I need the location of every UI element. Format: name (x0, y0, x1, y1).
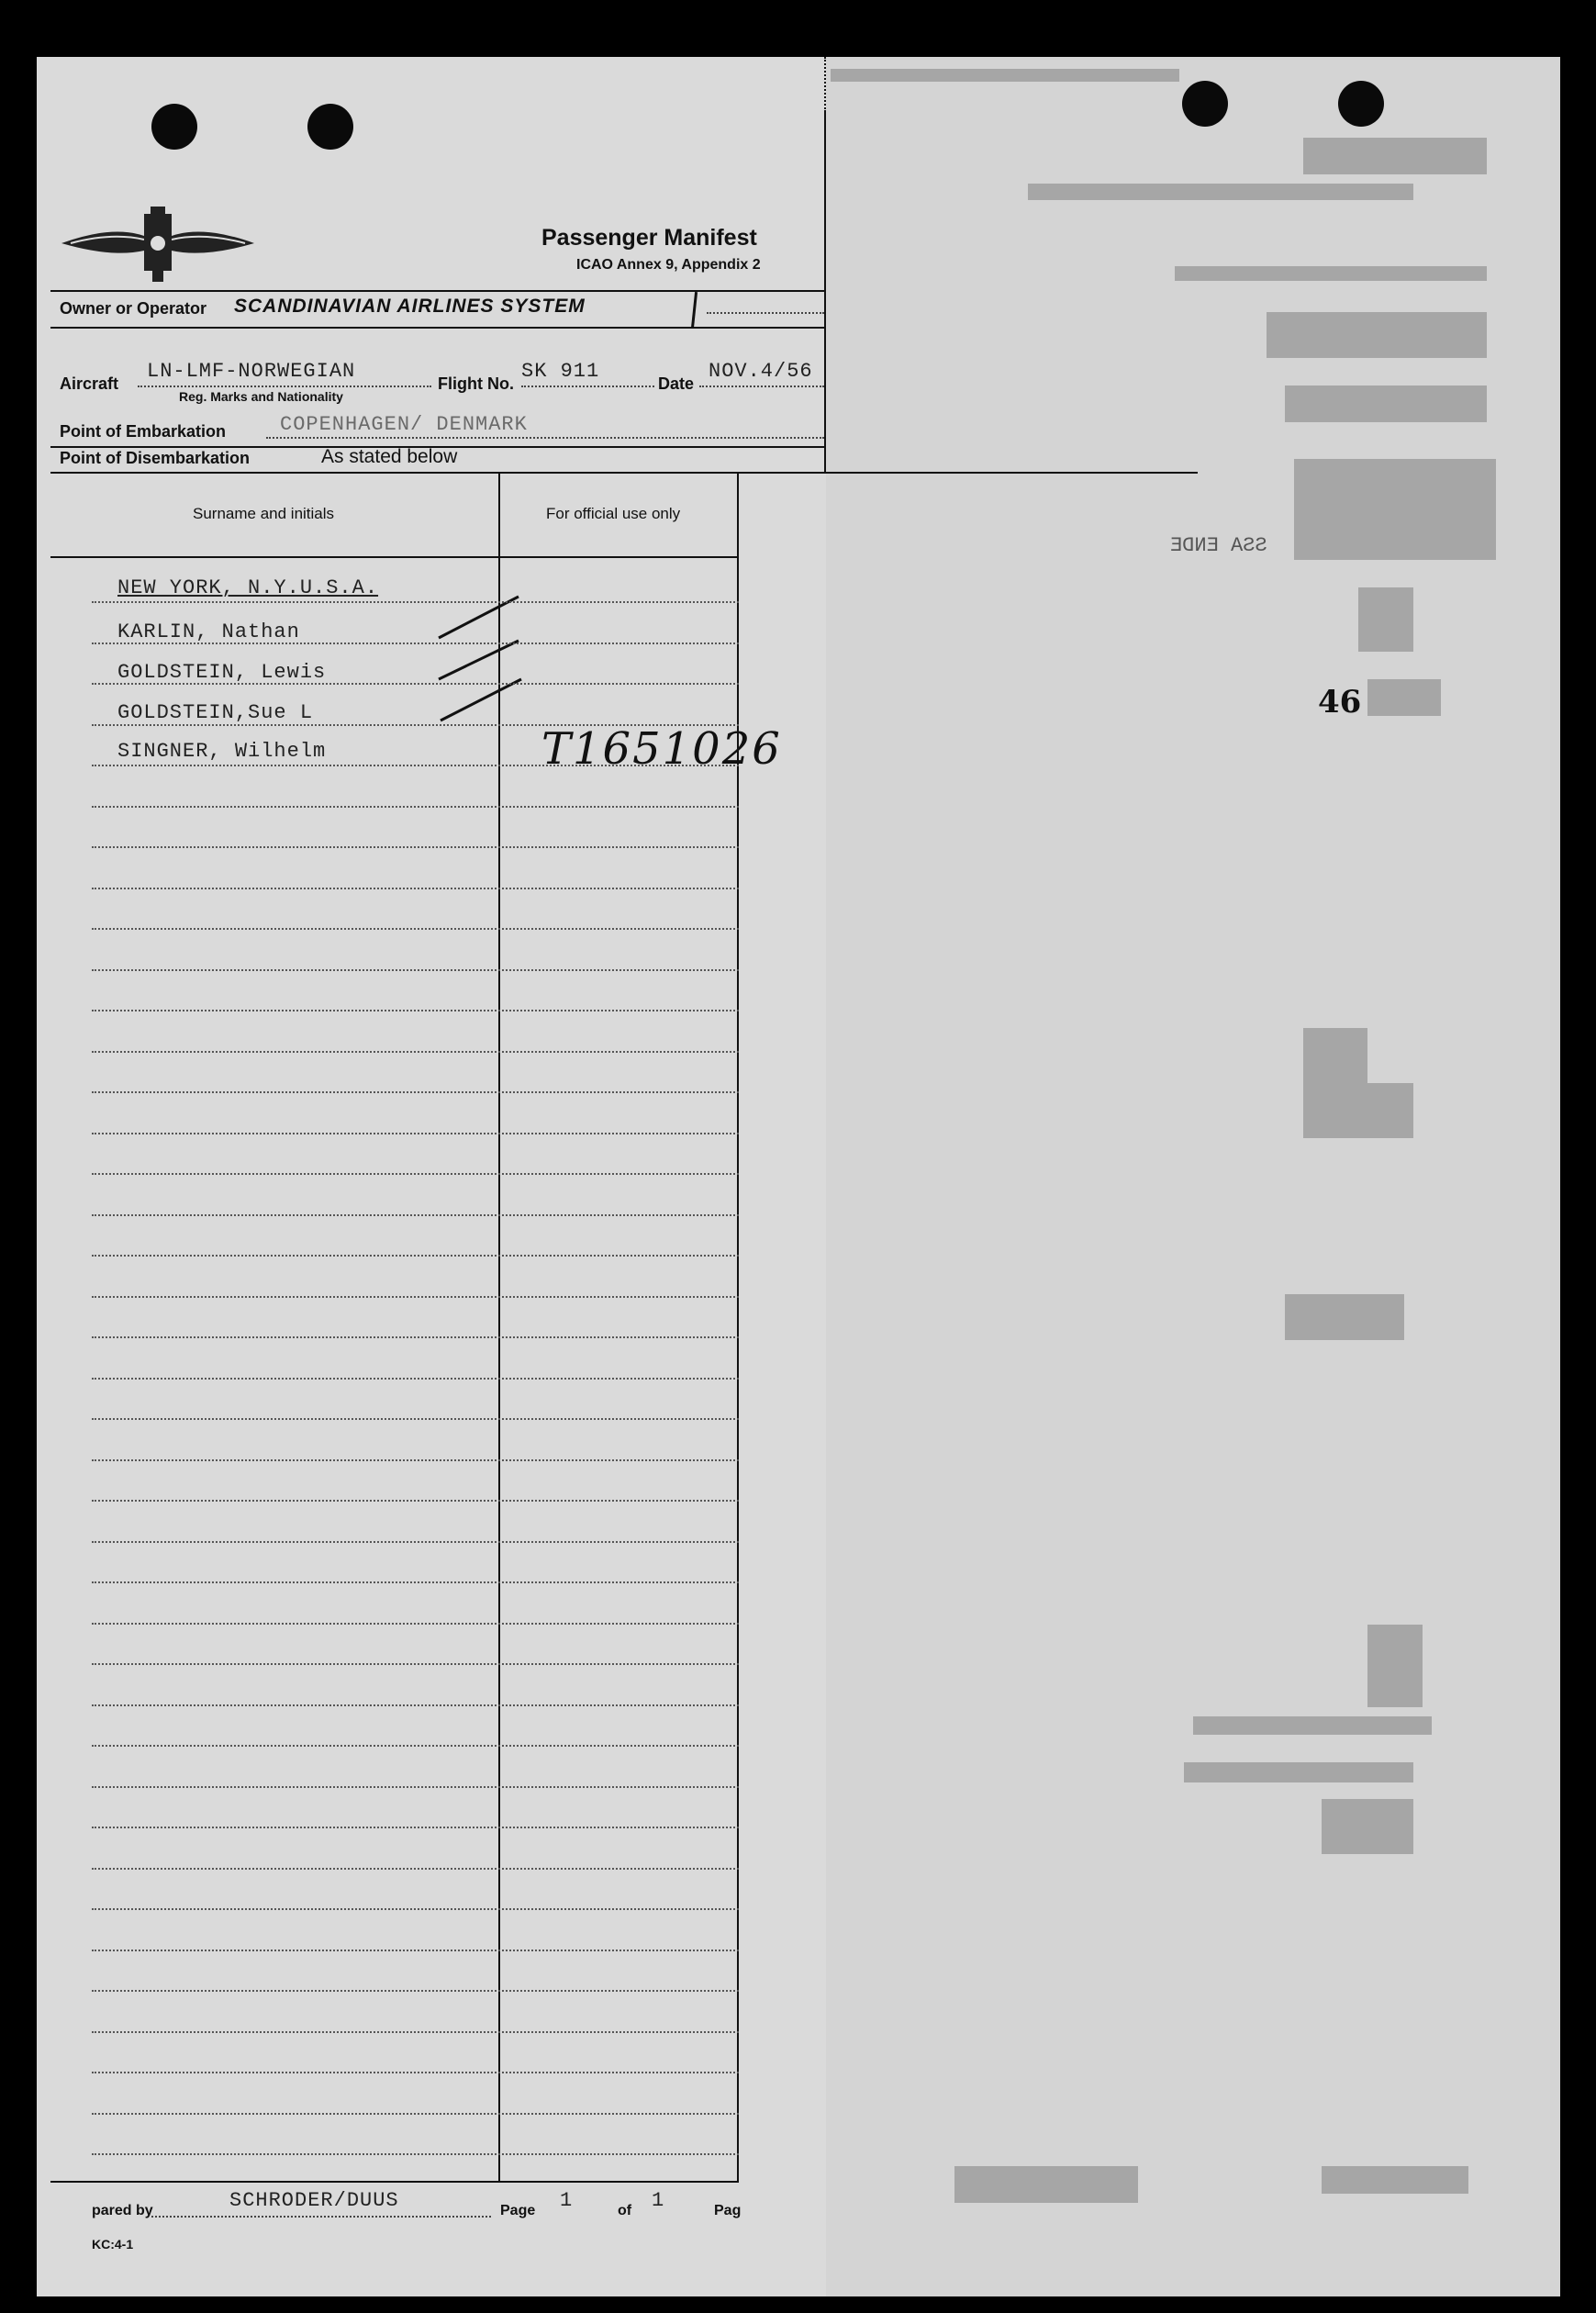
table-row (92, 1745, 739, 1747)
table-row (92, 683, 739, 685)
table-row-name: NEW YORK, N.Y.U.S.A. (117, 576, 379, 599)
check-marks (431, 587, 532, 734)
smudge (1358, 587, 1413, 652)
smudge (1303, 138, 1487, 174)
table-row (92, 806, 739, 808)
divider (50, 472, 1198, 474)
table-row (92, 765, 739, 766)
divider (50, 2181, 739, 2183)
smudge (1367, 1625, 1423, 1707)
mirrored-stamp: SSA ENDE (1170, 534, 1267, 557)
of-label: of (618, 2203, 632, 2218)
owner-value: SCANDINAVIAN AIRLINES SYSTEM (234, 296, 586, 317)
flight-value: SK 911 (521, 360, 600, 383)
table-row (92, 1868, 739, 1870)
smudge (1303, 1028, 1367, 1083)
table-row (92, 1173, 739, 1175)
smudge (1322, 1799, 1413, 1854)
table-row-name: GOLDSTEIN, Lewis (117, 661, 327, 684)
divider (521, 386, 654, 387)
punch-hole (1182, 81, 1228, 127)
table-row (92, 2113, 739, 2115)
smudge (1322, 2166, 1468, 2194)
table-row (92, 1091, 739, 1093)
table-row (92, 1908, 739, 1910)
table-row (92, 724, 739, 726)
aircraft-value: LN-LMF-NORWEGIAN (147, 360, 356, 383)
page-title: Passenger Manifest (541, 225, 757, 251)
table-row (92, 1051, 739, 1053)
table-row-name: SINGNER, Wilhelm (117, 740, 327, 763)
table-row (92, 1950, 739, 1951)
table-row (92, 1827, 739, 1828)
prepared-value: SCHRODER/DUUS (229, 2189, 399, 2212)
table-row (92, 1336, 739, 1338)
table-row (92, 846, 739, 848)
divider (824, 110, 826, 473)
table-row (92, 1623, 739, 1625)
smudge (1367, 679, 1441, 716)
col-header-official: For official use only (546, 505, 681, 522)
table-row (92, 2031, 739, 2033)
disembark-value: As stated below (321, 446, 458, 467)
divider (50, 327, 826, 329)
page-number-annotation: 46 (1318, 684, 1362, 721)
aircraft-label: Aircraft (60, 374, 119, 393)
divider (138, 386, 431, 387)
disembark-label: Point of Disembarkation (60, 449, 251, 467)
table-row (92, 1500, 739, 1502)
divider (151, 2216, 491, 2218)
smudge (1303, 1083, 1413, 1138)
pag-label: Pag (714, 2203, 742, 2218)
divider (824, 57, 826, 112)
smudge (1193, 1716, 1432, 1735)
smudge (954, 2166, 1138, 2203)
table-row (92, 1214, 739, 1216)
table-row-name: KARLIN, Nathan (117, 620, 300, 643)
table-row (92, 888, 739, 889)
divider (707, 312, 824, 314)
manifest-form (37, 57, 826, 2296)
table-row (92, 1459, 739, 1461)
owner-label: Owner or Operator (60, 299, 207, 318)
table-row (92, 1786, 739, 1788)
smudge (1028, 184, 1413, 200)
table-row (92, 2153, 739, 2155)
table-row (92, 1133, 739, 1134)
smudge (831, 69, 1179, 82)
flight-label: Flight No. (438, 374, 514, 393)
date-value: NOV.4/56 (709, 360, 813, 383)
table-row (92, 1581, 739, 1583)
of-value: 1 (652, 2189, 665, 2212)
embark-label: Point of Embarkation (60, 422, 227, 441)
divider (699, 386, 824, 387)
page-subtitle: ICAO Annex 9, Appendix 2 (576, 257, 761, 273)
table-row (92, 1704, 739, 1706)
table-row (92, 1418, 739, 1420)
divider (50, 290, 826, 292)
table-row (92, 1255, 739, 1257)
table-row (92, 642, 739, 644)
page-value: 1 (560, 2189, 574, 2212)
table-row (92, 2072, 739, 2073)
smudge (1285, 386, 1487, 422)
page-label: Page (500, 2203, 536, 2218)
smudge (1175, 266, 1487, 281)
table-row (92, 601, 739, 603)
form-code: KC:4-1 (92, 2237, 134, 2252)
punch-hole (307, 104, 353, 150)
table-row (92, 969, 739, 971)
divider (266, 437, 824, 439)
official-entry: T1651026 (541, 723, 782, 775)
embark-value: COPENHAGEN/ DENMARK (280, 413, 528, 436)
table-row (92, 1296, 739, 1298)
sas-winged-crest-icon (57, 197, 259, 289)
table-row (92, 1010, 739, 1011)
divider (50, 556, 739, 558)
col-header-surname: Surname and initials (193, 505, 335, 522)
smudge (1294, 459, 1496, 560)
table-row (92, 1378, 739, 1380)
reg-caption: Reg. Marks and Nationality (179, 389, 343, 404)
table-row (92, 1990, 739, 1992)
table-row (92, 1541, 739, 1543)
table-row-name: GOLDSTEIN,Sue L (117, 701, 314, 724)
date-label: Date (658, 374, 695, 393)
prepared-label: pared by (92, 2203, 153, 2218)
punch-hole (1338, 81, 1384, 127)
punch-hole (151, 104, 197, 150)
smudge (1285, 1294, 1404, 1340)
smudge (1267, 312, 1487, 358)
table-row (92, 1663, 739, 1665)
table-row (92, 928, 739, 930)
smudge (1184, 1762, 1413, 1782)
